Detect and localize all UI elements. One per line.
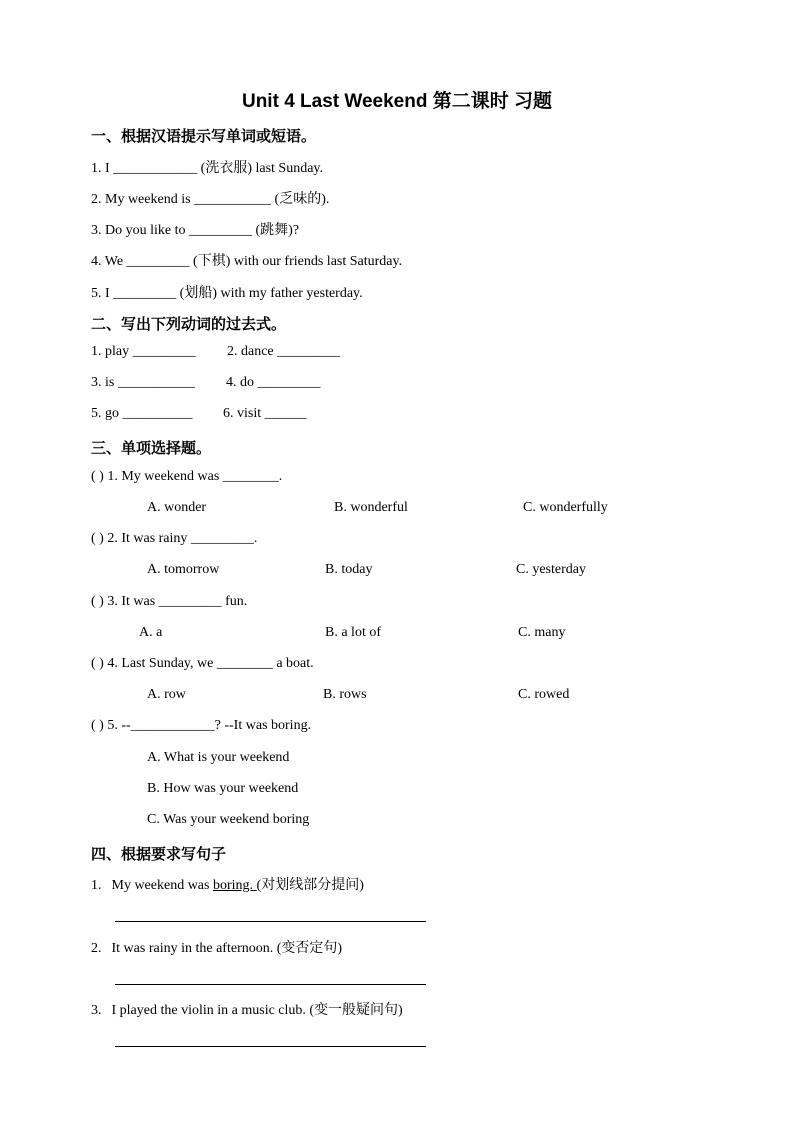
s4-item-2 [91, 937, 342, 957]
s4-item-1-text: My weekend was [111, 878, 213, 893]
section3-heading: 三、单项选择题。 [91, 440, 212, 457]
q1-option-a: A. wonder [147, 500, 207, 515]
section4-heading: 四、根据要求写句子 [91, 846, 227, 863]
q2-option-b: B. today [325, 562, 373, 577]
s2-item-3: 3. is ___________ [91, 375, 195, 390]
s2-item-2: 2. dance _________ [227, 344, 341, 359]
section1-heading: 一、根据汉语提示写单词或短语。 [91, 128, 317, 145]
q1-option-c: C. wonderfully [523, 500, 608, 515]
answer-line-2[interactable] [115, 984, 426, 985]
s2-item-1: 1. play _________ [91, 344, 196, 359]
q2-option-c: C. yesterday [516, 562, 586, 577]
q3-option-b: B. a lot of [325, 625, 381, 640]
q2-stem: ( ) 2. It was rainy _________. [91, 531, 258, 546]
s4-item-2-text: It was rainy in the afternoon. (变否定句) [111, 941, 343, 956]
s4-item-3 [91, 999, 403, 1019]
answer-line-1[interactable] [115, 921, 426, 922]
section2-heading: 二、写出下列动词的过去式。 [91, 316, 287, 333]
s1-item-2: 2. My weekend is ___________ (乏味的). [91, 192, 330, 207]
s1-item-1: 1. I ____________ (洗衣服) last Sunday. [91, 161, 324, 176]
q1-option-b: B. wonderful [334, 500, 408, 515]
q5-option-c: C. Was your weekend boring [147, 812, 310, 827]
s4-item-2-num: 2. [91, 941, 102, 956]
s1-item-4: 4. We _________ (下棋) with our friends last Saturday. [91, 254, 403, 269]
q4-option-b: B. rows [323, 687, 367, 702]
q5-stem: ( ) 5. --____________? --It was boring. [91, 718, 312, 733]
q3-stem: ( ) 3. It was _________ fun. [91, 594, 248, 609]
s2-item-4: 4. do _________ [226, 375, 321, 390]
q4-option-c: C. rowed [518, 687, 570, 702]
s4-item-3-text: I played the violin in a music club. (变一般疑问句) [111, 1003, 403, 1018]
s2-item-6: 6. visit ______ [223, 406, 307, 421]
s1-item-5: 5. I _________ (划船) with my father yesterday. [91, 286, 363, 301]
q5-option-a: A. What is your weekend [147, 750, 290, 765]
s4-item-1-num: 1. [91, 878, 102, 893]
page-title: Unit 4 Last Weekend 第二课时 习题 [241, 91, 553, 112]
s4-item-1-underlined: boring. [212, 878, 257, 893]
q2-option-a: A. tomorrow [147, 562, 220, 577]
answer-line-3[interactable] [115, 1046, 426, 1047]
s2-item-5: 5. go __________ [91, 406, 193, 421]
s4-item-1-instruction: (对划线部分提问) [256, 878, 364, 893]
q4-stem: ( ) 4. Last Sunday, we ________ a boat. [91, 656, 314, 671]
q4-option-a: A. row [147, 687, 186, 702]
s1-item-3: 3. Do you like to _________ (跳舞)? [91, 223, 300, 238]
q3-option-c: C. many [518, 625, 566, 640]
q5-option-b: B. How was your weekend [147, 781, 299, 796]
q1-stem: ( ) 1. My weekend was ________. [91, 469, 283, 484]
s4-item-3-num: 3. [91, 1003, 102, 1018]
q3-option-a: A. a [139, 625, 163, 640]
s4-item-1 [91, 874, 364, 894]
